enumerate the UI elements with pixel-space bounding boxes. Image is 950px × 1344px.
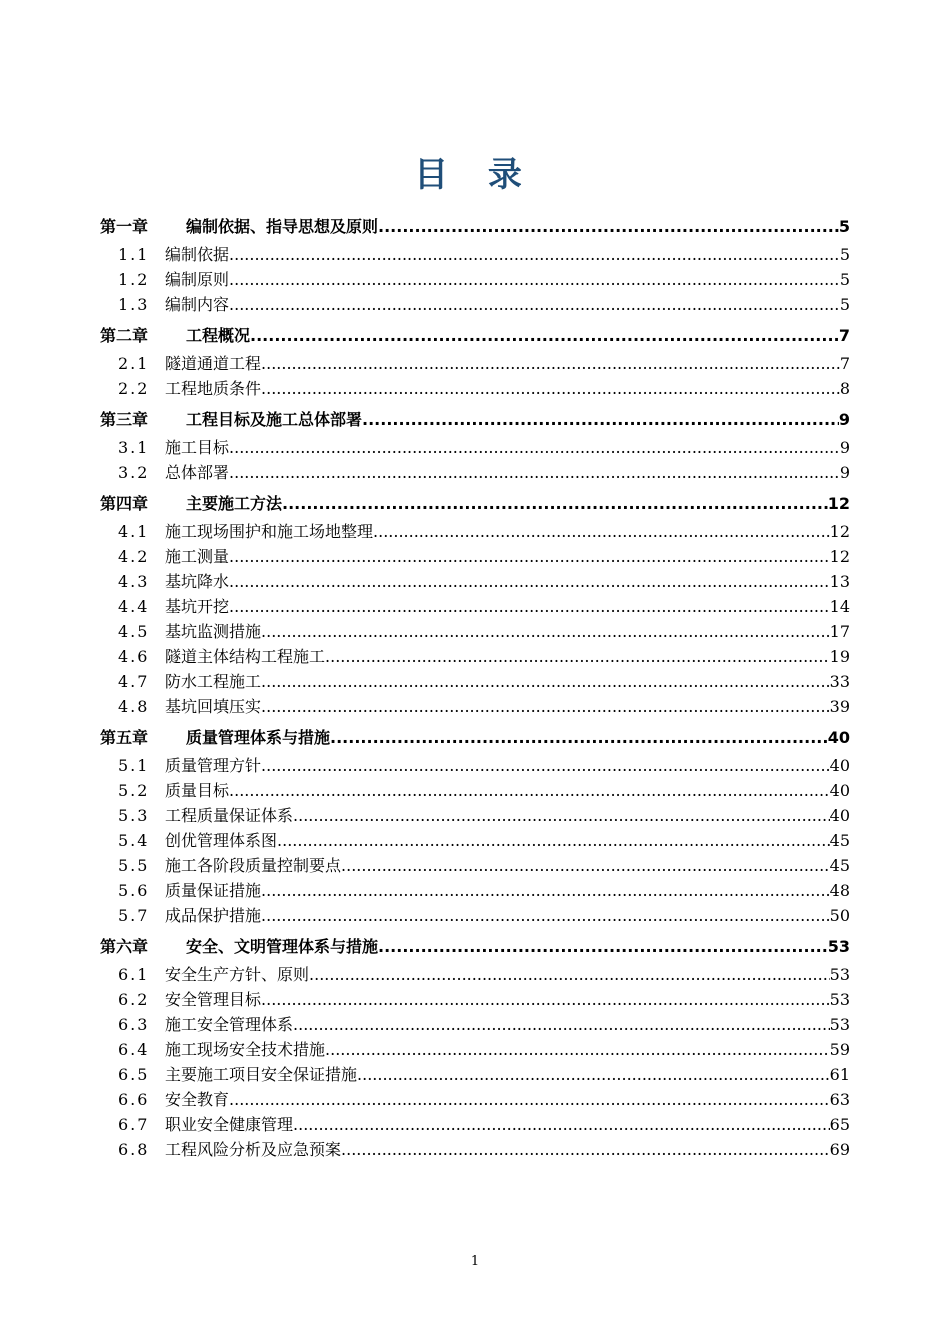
toc-section-entry[interactable] bbox=[100, 878, 850, 903]
toc-entry-page: 12 bbox=[829, 522, 850, 541]
toc-entry-title: 安全管理目标 bbox=[165, 990, 262, 1009]
toc-entry-page: 8 bbox=[839, 379, 850, 398]
toc-entry-title: 工程质量保证体系 bbox=[165, 806, 294, 825]
toc-entry-title: 基坑开挖 bbox=[165, 597, 230, 616]
toc-entry-number: 1.3 bbox=[118, 295, 150, 314]
toc-dot-leader bbox=[330, 725, 828, 750]
toc-dot-leader bbox=[229, 1087, 830, 1112]
toc-entry-page: 40 bbox=[827, 728, 850, 747]
toc-entry-page: 50 bbox=[829, 906, 850, 925]
toc-section-entry[interactable] bbox=[100, 803, 850, 828]
toc-entry-title: 防水工程施工 bbox=[165, 672, 262, 691]
toc-entry-number: 4.5 bbox=[118, 622, 150, 641]
toc-section-entry[interactable] bbox=[100, 376, 850, 401]
toc-dot-leader bbox=[341, 1137, 830, 1162]
toc-dot-leader bbox=[325, 1037, 830, 1062]
toc-entry-title: 隧道主体结构工程施工 bbox=[165, 647, 326, 666]
toc-entry-title: 编制依据、指导思想及原则 bbox=[186, 217, 379, 236]
toc-entry-title: 基坑回填压实 bbox=[165, 697, 262, 716]
toc-entry-page: 33 bbox=[829, 672, 850, 691]
toc-chapter-entry[interactable] bbox=[100, 323, 850, 348]
toc-section-entry[interactable] bbox=[100, 1087, 850, 1112]
toc-entry-title: 施工各阶段质量控制要点 bbox=[165, 856, 342, 875]
toc-entry-title: 工程目标及施工总体部署 bbox=[186, 410, 363, 429]
toc-entry-title: 创优管理体系图 bbox=[165, 831, 278, 850]
toc-entry-number: 4.2 bbox=[118, 547, 150, 566]
toc-dot-leader bbox=[309, 962, 830, 987]
toc-entry-number: 5.3 bbox=[118, 806, 150, 825]
toc-entry-title: 施工目标 bbox=[165, 438, 230, 457]
toc-dot-leader bbox=[229, 460, 840, 485]
toc-dot-leader bbox=[261, 619, 830, 644]
toc-entry-page: 39 bbox=[829, 697, 850, 716]
toc-entry-number: 第三章 bbox=[100, 410, 149, 429]
toc-entry-title: 安全教育 bbox=[165, 1090, 230, 1109]
toc-entry-page: 12 bbox=[827, 494, 850, 513]
toc-entry-page: 61 bbox=[829, 1065, 850, 1084]
toc-entry-title: 成品保护措施 bbox=[165, 906, 262, 925]
toc-entry-number: 5.5 bbox=[118, 856, 150, 875]
toc-dot-leader bbox=[229, 778, 830, 803]
toc-section-entry[interactable] bbox=[100, 778, 850, 803]
toc-entry-number: 6.3 bbox=[118, 1015, 150, 1034]
toc-entry-page: 45 bbox=[829, 831, 850, 850]
toc-chapter-entry[interactable] bbox=[100, 407, 850, 432]
toc-entry-number: 第四章 bbox=[100, 494, 149, 513]
toc-entry-title: 基坑降水 bbox=[165, 572, 230, 591]
toc-entry-number: 4.7 bbox=[118, 672, 150, 691]
toc-entry-page: 9 bbox=[839, 438, 850, 457]
toc-entry-title: 主要施工项目安全保证措施 bbox=[165, 1065, 358, 1084]
toc-entry-page: 5 bbox=[839, 295, 850, 314]
toc-chapter-entry[interactable] bbox=[100, 214, 850, 239]
toc-entry-page: 45 bbox=[829, 856, 850, 875]
toc-dot-leader bbox=[229, 594, 830, 619]
toc-dot-leader bbox=[261, 753, 830, 778]
toc-entry-number: 3.2 bbox=[118, 463, 150, 482]
toc-dot-leader bbox=[261, 987, 830, 1012]
toc-entry-title: 工程地质条件 bbox=[165, 379, 262, 398]
toc-entry-number: 6.4 bbox=[118, 1040, 150, 1059]
toc-section-entry[interactable] bbox=[100, 544, 850, 569]
toc-dot-leader bbox=[362, 407, 839, 432]
toc-entry-number: 6.5 bbox=[118, 1065, 150, 1084]
toc-entry-page: 12 bbox=[829, 547, 850, 566]
toc-entry-title: 总体部署 bbox=[165, 463, 230, 482]
toc-entry-title: 编制内容 bbox=[165, 295, 230, 314]
toc-entry-page: 40 bbox=[829, 781, 850, 800]
toc-dot-leader bbox=[378, 934, 828, 959]
toc-dot-leader bbox=[261, 376, 840, 401]
toc-entry-title: 工程风险分析及应急预案 bbox=[165, 1140, 342, 1159]
toc-entry-number: 6.2 bbox=[118, 990, 150, 1009]
toc-entry-title: 主要施工方法 bbox=[186, 494, 283, 513]
toc-section-entry[interactable] bbox=[100, 519, 850, 544]
toc-entry-page: 53 bbox=[829, 990, 850, 1009]
page-title: 目 录 bbox=[414, 155, 536, 195]
toc-entry-number: 5.4 bbox=[118, 831, 150, 850]
toc-entry-page: 14 bbox=[829, 597, 850, 616]
toc-entry-number: 5.6 bbox=[118, 881, 150, 900]
toc-dot-leader bbox=[229, 544, 830, 569]
toc-entry-page: 5 bbox=[838, 217, 850, 236]
toc-entry-title: 工程概况 bbox=[186, 326, 251, 345]
toc-dot-leader bbox=[261, 903, 830, 928]
toc-entry-number: 5.1 bbox=[118, 756, 150, 775]
toc-section-entry[interactable] bbox=[100, 644, 850, 669]
toc-entry-page: 40 bbox=[829, 806, 850, 825]
toc-dot-leader bbox=[293, 803, 830, 828]
toc-dot-leader bbox=[229, 435, 840, 460]
toc-dot-leader bbox=[277, 828, 830, 853]
toc-entry-title: 质量目标 bbox=[165, 781, 230, 800]
toc-dot-leader bbox=[229, 292, 840, 317]
page-number: 1 bbox=[470, 1254, 480, 1269]
toc-section-entry[interactable] bbox=[100, 1037, 850, 1062]
toc-dot-leader bbox=[261, 669, 830, 694]
toc-section-entry[interactable] bbox=[100, 753, 850, 778]
table-of-contents bbox=[100, 214, 850, 1162]
toc-entry-page: 53 bbox=[827, 937, 850, 956]
toc-dot-leader bbox=[357, 1062, 830, 1087]
toc-entry-number: 2.1 bbox=[118, 354, 150, 373]
toc-entry-number: 4.4 bbox=[118, 597, 150, 616]
toc-entry-number: 4.6 bbox=[118, 647, 150, 666]
toc-entry-title: 质量管理方针 bbox=[165, 756, 262, 775]
toc-entry-title: 安全、文明管理体系与措施 bbox=[186, 937, 379, 956]
toc-section-entry[interactable] bbox=[100, 1062, 850, 1087]
toc-section-entry[interactable] bbox=[100, 242, 850, 267]
toc-dot-leader bbox=[282, 491, 828, 516]
toc-entry-page: 40 bbox=[829, 756, 850, 775]
toc-entry-title: 编制原则 bbox=[165, 270, 230, 289]
toc-entry-number: 5.2 bbox=[118, 781, 150, 800]
toc-section-entry[interactable] bbox=[100, 267, 850, 292]
toc-entry-number: 6.8 bbox=[118, 1140, 150, 1159]
toc-entry-page: 5 bbox=[839, 245, 850, 264]
toc-entry-page: 59 bbox=[829, 1040, 850, 1059]
toc-dot-leader bbox=[373, 519, 830, 544]
toc-dot-leader bbox=[341, 853, 830, 878]
toc-entry-page: 9 bbox=[839, 463, 850, 482]
toc-entry-title: 质量管理体系与措施 bbox=[186, 728, 331, 747]
toc-section-entry[interactable] bbox=[100, 569, 850, 594]
toc-section-entry[interactable] bbox=[100, 1012, 850, 1037]
toc-dot-leader bbox=[229, 569, 830, 594]
toc-chapter-entry[interactable] bbox=[100, 491, 850, 516]
toc-entry-page: 5 bbox=[839, 270, 850, 289]
toc-entry-number: 1.1 bbox=[118, 245, 150, 264]
toc-entry-page: 17 bbox=[829, 622, 850, 641]
toc-entry-number: 第二章 bbox=[100, 326, 149, 345]
toc-entry-page: 69 bbox=[829, 1140, 850, 1159]
toc-entry-number: 第六章 bbox=[100, 937, 149, 956]
toc-entry-number: 4.3 bbox=[118, 572, 150, 591]
toc-section-entry[interactable] bbox=[100, 962, 850, 987]
toc-entry-title: 安全生产方针、原则 bbox=[165, 965, 310, 984]
toc-entry-number: 4.1 bbox=[118, 522, 150, 541]
toc-entry-page: 9 bbox=[838, 410, 850, 429]
toc-section-entry[interactable] bbox=[100, 460, 850, 485]
toc-dot-leader bbox=[293, 1112, 830, 1137]
toc-section-entry[interactable] bbox=[100, 351, 850, 376]
toc-section-entry[interactable] bbox=[100, 594, 850, 619]
toc-section-entry[interactable] bbox=[100, 435, 850, 460]
toc-entry-number: 第五章 bbox=[100, 728, 149, 747]
toc-entry-title: 职业安全健康管理 bbox=[165, 1115, 294, 1134]
toc-dot-leader bbox=[325, 644, 830, 669]
toc-section-entry[interactable] bbox=[100, 694, 850, 719]
toc-section-entry[interactable] bbox=[100, 669, 850, 694]
toc-section-entry[interactable] bbox=[100, 828, 850, 853]
toc-section-entry[interactable] bbox=[100, 903, 850, 928]
toc-entry-page: 19 bbox=[829, 647, 850, 666]
toc-section-entry[interactable] bbox=[100, 1137, 850, 1162]
toc-entry-page: 53 bbox=[829, 965, 850, 984]
toc-entry-number: 5.7 bbox=[118, 906, 150, 925]
toc-entry-title: 编制依据 bbox=[165, 245, 230, 264]
toc-section-entry[interactable] bbox=[100, 619, 850, 644]
toc-dot-leader bbox=[229, 267, 840, 292]
toc-entry-number: 1.2 bbox=[118, 270, 150, 289]
toc-entry-number: 2.2 bbox=[118, 379, 150, 398]
toc-section-entry[interactable] bbox=[100, 292, 850, 317]
toc-entry-number: 6.6 bbox=[118, 1090, 150, 1109]
toc-dot-leader bbox=[261, 878, 830, 903]
toc-entry-title: 施工测量 bbox=[165, 547, 230, 566]
toc-entry-title: 施工现场安全技术措施 bbox=[165, 1040, 326, 1059]
toc-dot-leader bbox=[250, 323, 839, 348]
toc-section-entry[interactable] bbox=[100, 987, 850, 1012]
toc-dot-leader bbox=[378, 214, 839, 239]
toc-entry-title: 基坑监测措施 bbox=[165, 622, 262, 641]
toc-entry-number: 3.1 bbox=[118, 438, 150, 457]
toc-entry-title: 质量保证措施 bbox=[165, 881, 262, 900]
toc-entry-page: 48 bbox=[829, 881, 850, 900]
toc-entry-page: 7 bbox=[838, 326, 850, 345]
toc-entry-number: 第一章 bbox=[100, 217, 149, 236]
toc-entry-page: 53 bbox=[829, 1015, 850, 1034]
toc-entry-number: 4.8 bbox=[118, 697, 150, 716]
toc-dot-leader bbox=[229, 242, 840, 267]
toc-entry-title: 隧道通道工程 bbox=[165, 354, 262, 373]
toc-chapter-entry[interactable] bbox=[100, 934, 850, 959]
toc-entry-title: 施工现场围护和施工场地整理 bbox=[165, 522, 374, 541]
toc-dot-leader bbox=[261, 351, 840, 376]
toc-chapter-entry[interactable] bbox=[100, 725, 850, 750]
toc-entry-page: 13 bbox=[829, 572, 850, 591]
toc-dot-leader bbox=[293, 1012, 830, 1037]
toc-entry-number: 6.1 bbox=[118, 965, 150, 984]
toc-entry-number: 6.7 bbox=[118, 1115, 150, 1134]
toc-entry-page: 7 bbox=[839, 354, 850, 373]
toc-entry-page: 63 bbox=[829, 1090, 850, 1109]
toc-dot-leader bbox=[261, 694, 830, 719]
toc-section-entry[interactable] bbox=[100, 1112, 850, 1137]
toc-entry-title: 施工安全管理体系 bbox=[165, 1015, 294, 1034]
toc-entry-page: 65 bbox=[829, 1115, 850, 1134]
toc-section-entry[interactable] bbox=[100, 853, 850, 878]
